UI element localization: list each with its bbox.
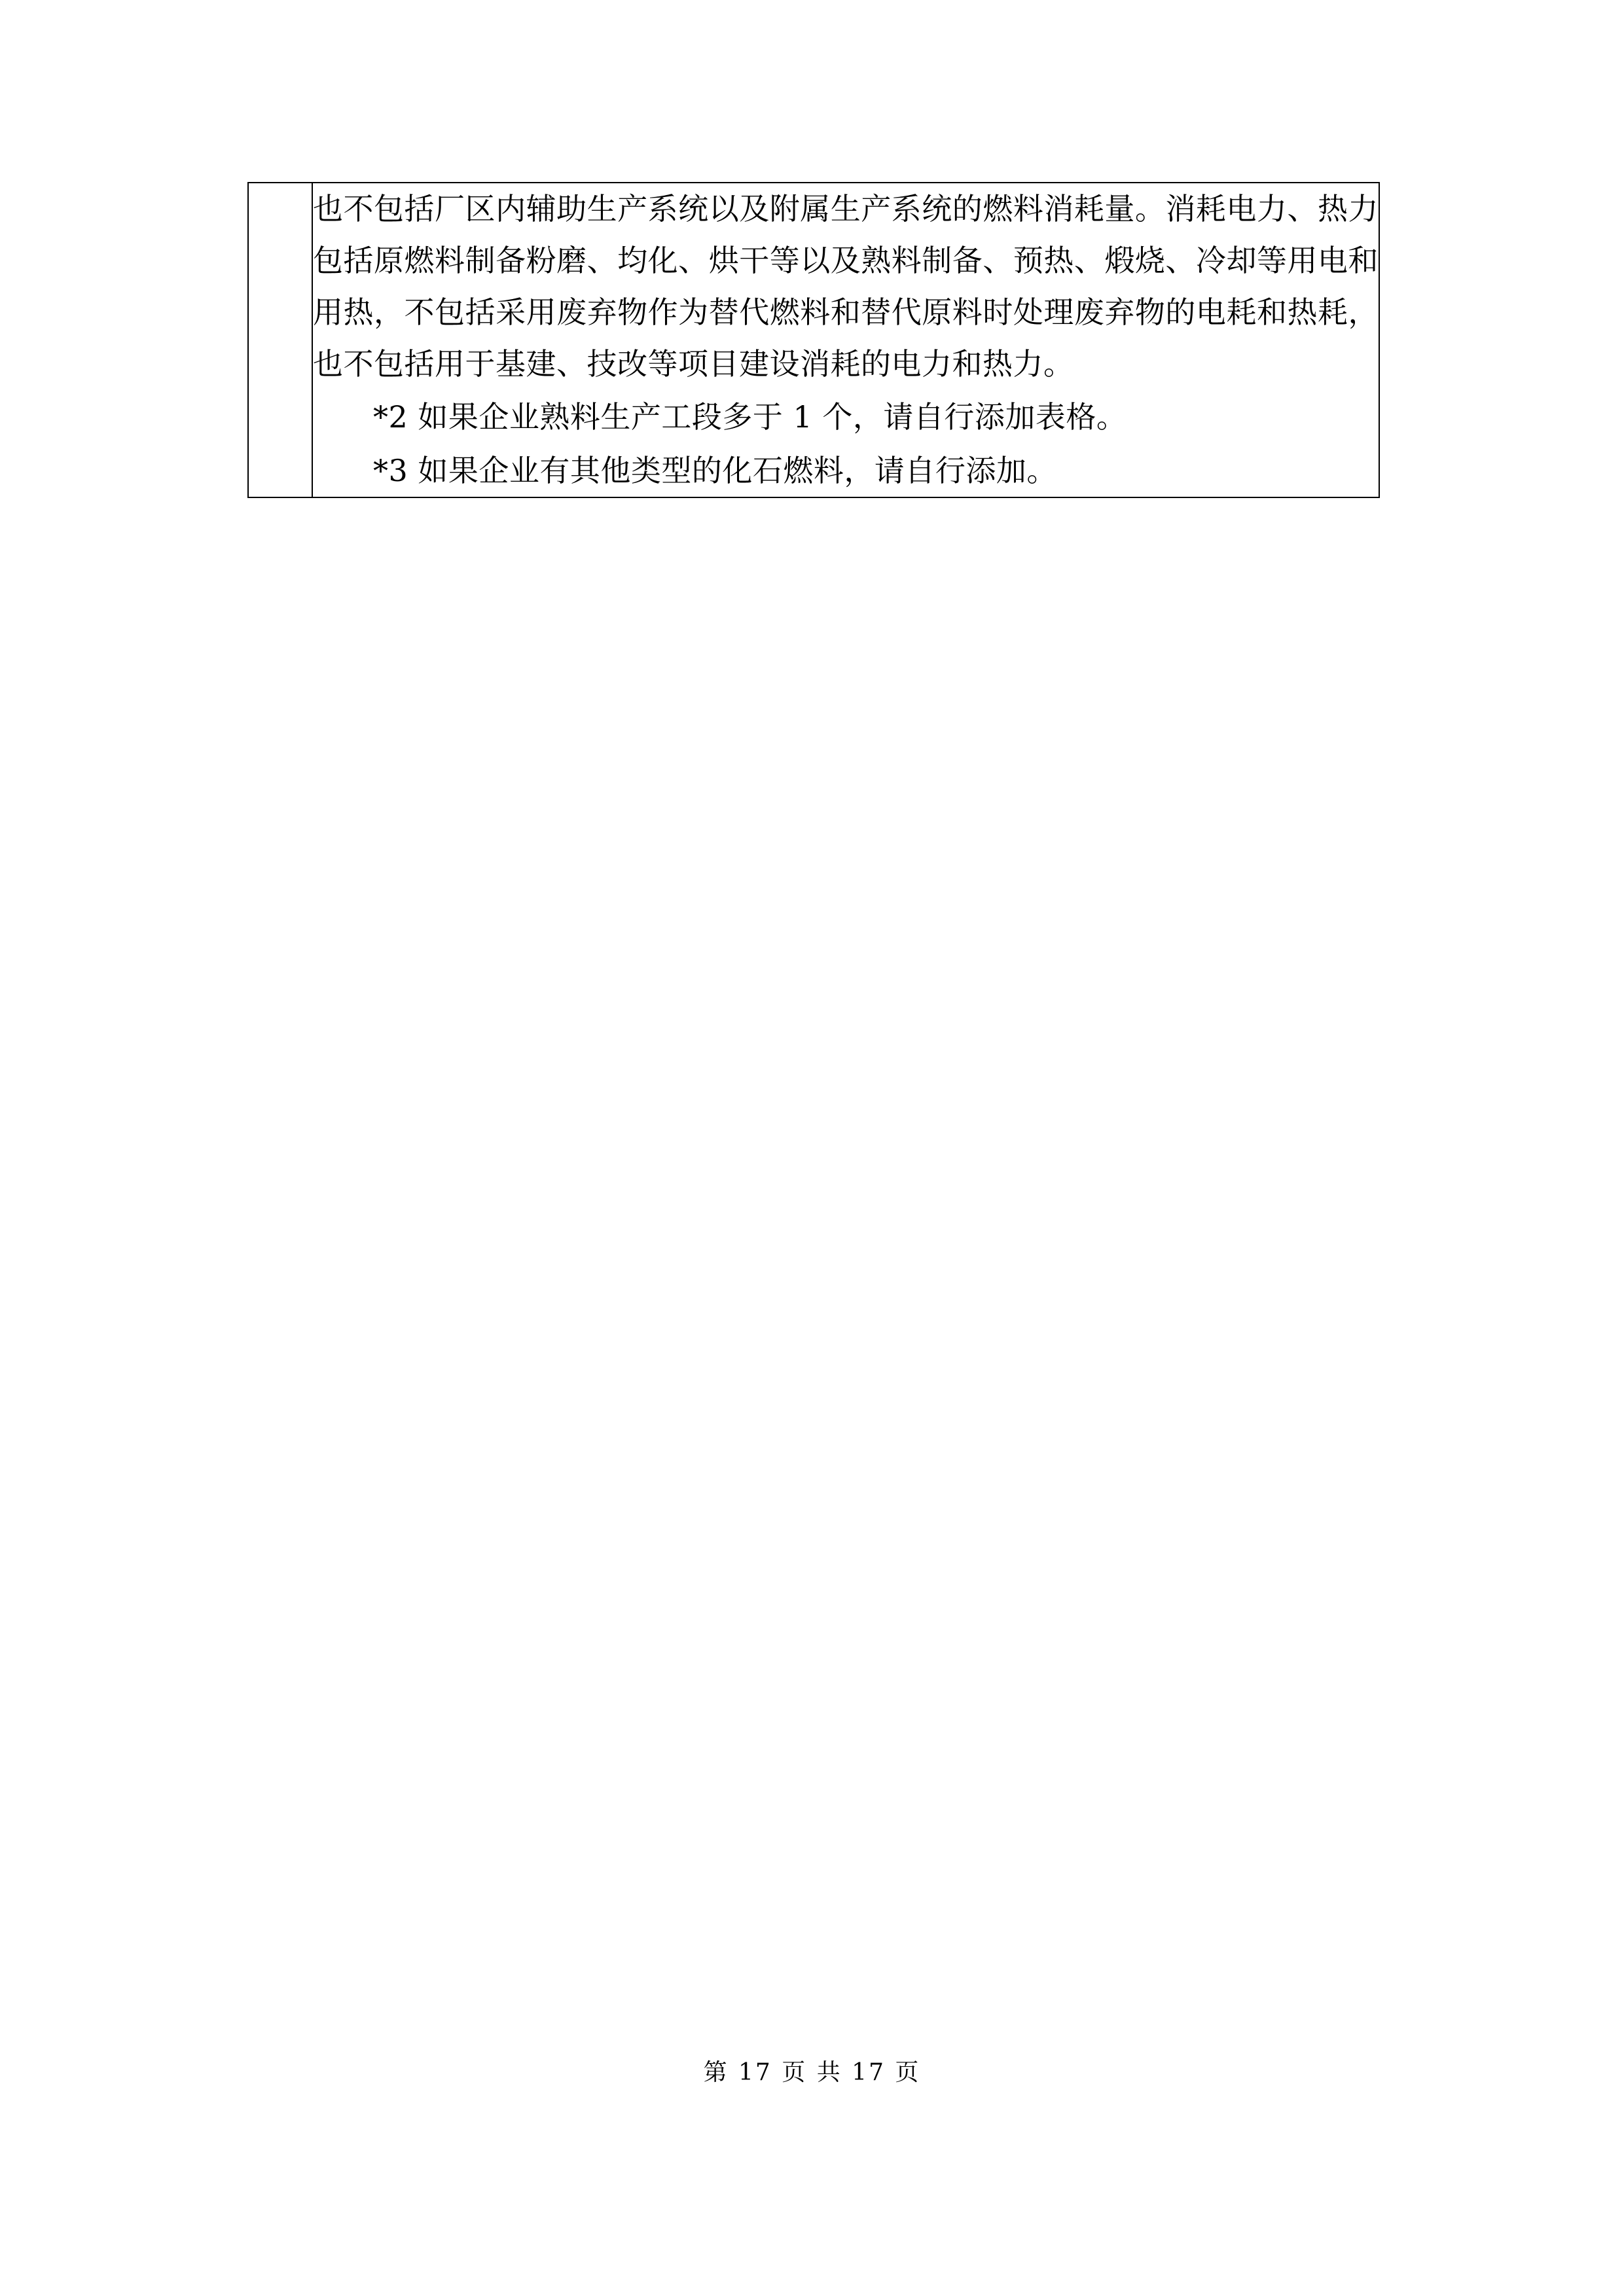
note-paragraph-3: *3 如果企业有其他类型的化石燃料，请自行添加。 [373,452,1057,488]
note-paragraph-continuation: 也不包括厂区内辅助生产系统以及附属生产系统的燃料消耗量。消耗电力、热力包括原燃料制备粉磨、均化、烘干等以及熟料制备、预热、煅烧、冷却等用电和用热，不包括采用废弃物作为替代燃料和替代原料时处理废弃物的电耗和热耗，也不包括用于基建、技改等项目建设消耗的电力和热力。 [313,191,1379,382]
notes-table [247,182,1380,498]
page-footer [0,2054,1624,2087]
table-cell-label [248,183,312,497]
note-paragraph-2: *2 如果企业熟料生产工段多于 1 个，请自行添加表格。 [373,399,1127,435]
notes-table-wrapper [247,182,1380,498]
page-number-label: 第 17 页 共 17 页 [703,2059,921,2086]
table-row [248,183,1379,497]
table-cell-body [312,183,1379,497]
